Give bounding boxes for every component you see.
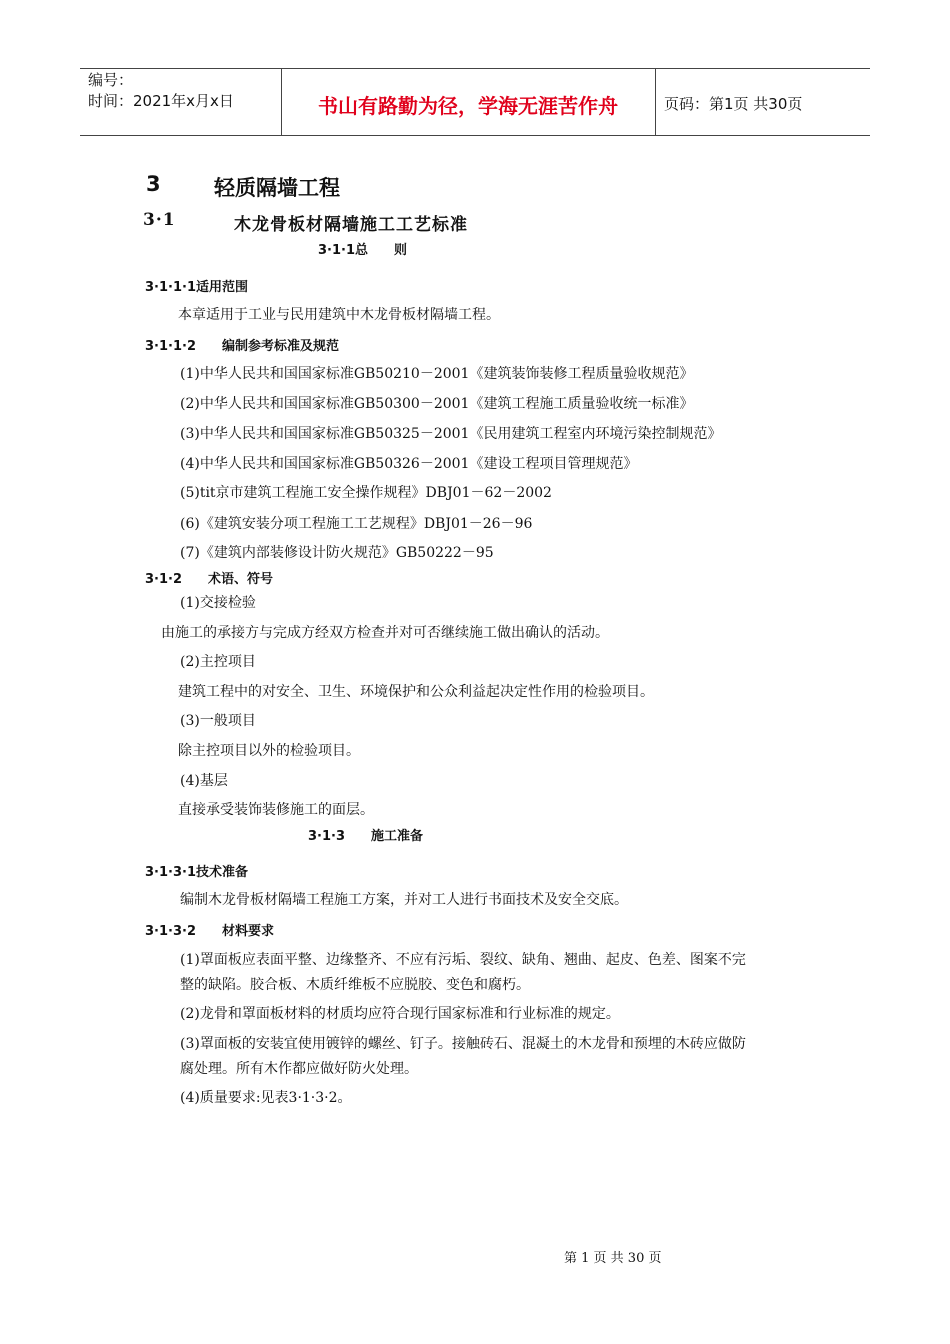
header-time-label: 时间：2021年x月x日 [88, 92, 234, 110]
heading-3-1-2: 3·1·2 术语、符号 [145, 572, 274, 587]
reference-item: (3)中华人民共和国国家标准GB50325－2001《民用建筑工程室内环境污染控制规范》 [180, 426, 722, 442]
term-definition: 直接承受装饰装修施工的面层。 [178, 802, 374, 818]
term-definition: 由施工的承接方与完成方经双方检查并对可否继续施工做出确认的活动。 [161, 625, 609, 641]
term-definition: 除主控项目以外的检验项目。 [178, 743, 360, 759]
section-number: 3·1 [143, 210, 176, 230]
material-text: (2)龙骨和罩面板材料的材质均应符合现行国家标准和行业标准的规定。 [180, 1006, 620, 1022]
material-text: 腐处理。所有木作都应做好防火处理。 [180, 1061, 418, 1077]
header-bottom-border [80, 135, 870, 136]
header-divider-2 [655, 68, 656, 135]
chapter-title: 轻质隔墙工程 [214, 176, 340, 200]
header-page-info: 页码：第1页 共30页 [664, 95, 803, 113]
reference-item: (5)tit京市建筑工程施工安全操作规程》DBJ01－62－2002 [180, 485, 552, 501]
subsection-heading-3-1-3: 3·1·3 施工准备 [308, 829, 424, 844]
material-text: 整的缺陷。胶合板、木质纤维板不应脱胶、变色和腐朽。 [180, 977, 530, 993]
header-motto: 书山有路勤为径，学海无涯苦作舟 [318, 94, 618, 118]
subsection-heading-3-1-1: 3·1·1总 则 [318, 243, 408, 258]
reference-item: (1)中华人民共和国国家标准GB50210－2001《建筑装饰装修工程质量验收规范》 [180, 366, 694, 382]
heading-3-1-3-1: 3·1·3·1技术准备 [145, 865, 248, 880]
material-text: (3)罩面板的安装宜使用镀锌的螺丝、钉子。接触砖石、混凝土的木龙骨和预埋的木砖应做防 [180, 1036, 746, 1052]
term-label: (1)交接检验 [180, 595, 256, 611]
reference-item: (4)中华人民共和国国家标准GB50326－2001《建设工程项目管理规范》 [180, 456, 638, 472]
header-top-border [80, 68, 870, 69]
term-label: (3)一般项目 [180, 713, 256, 729]
header-number-label: 编号： [88, 71, 134, 89]
text-3-1-1-1: 本章适用于工业与民用建筑中木龙骨板材隔墙工程。 [178, 307, 500, 323]
section-title: 木龙骨板材隔墙施工工艺标准 [234, 215, 468, 235]
footer-page-number: 第 1 页 共 30 页 [564, 1251, 662, 1266]
term-label: (2)主控项目 [180, 654, 256, 670]
term-definition: 建筑工程中的对安全、卫生、环境保护和公众利益起决定性作用的检验项目。 [178, 684, 654, 700]
reference-item: (7)《建筑内部装修设计防火规范》GB50222－95 [180, 545, 494, 561]
reference-item: (2)中华人民共和国国家标准GB50300－2001《建筑工程施工质量验收统一标准》 [180, 396, 694, 412]
reference-item: (6)《建筑安装分项工程施工工艺规程》DBJ01－26－96 [180, 516, 533, 532]
heading-3-1-1-2: 3·1·1·2 编制参考标准及规范 [145, 339, 339, 354]
term-label: (4)基层 [180, 773, 228, 789]
material-text: (1)罩面板应表面平整、边缘整齐、不应有污垢、裂纹、缺角、翘曲、起皮、色差、图案不完 [180, 952, 746, 968]
chapter-number: 3 [146, 172, 161, 196]
heading-3-1-3-2: 3·1·3·2 材料要求 [145, 924, 274, 939]
material-text: (4)质量要求:见表3·1·3·2。 [180, 1090, 352, 1106]
text-3-1-3-1: 编制木龙骨板材隔墙工程施工方案，并对工人进行书面技术及安全交底。 [180, 892, 628, 908]
heading-3-1-1-1: 3·1·1·1适用范围 [145, 280, 248, 295]
